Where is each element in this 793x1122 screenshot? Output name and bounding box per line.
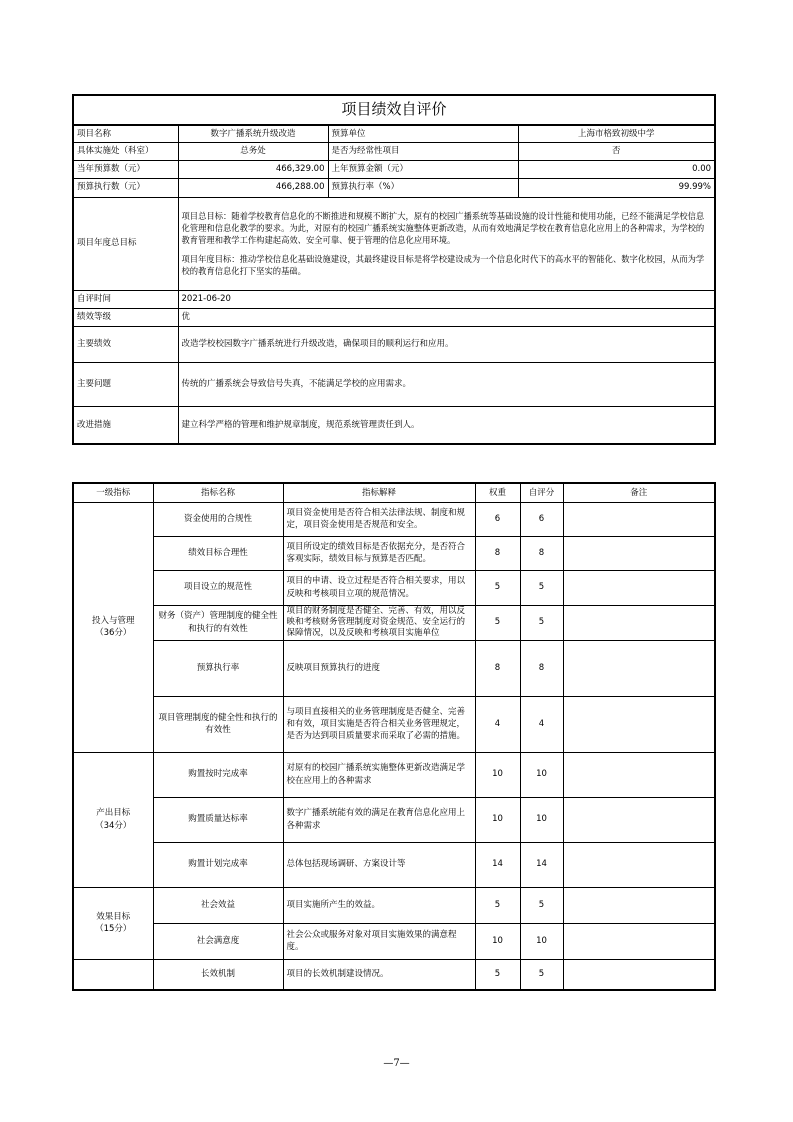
header-indicator-desc: 指标解释	[283, 483, 475, 502]
header-self-score: 自评分	[520, 483, 563, 502]
indicator-name: 社会效益	[153, 887, 283, 923]
indicator-name: 社会满意度	[153, 923, 283, 959]
indicator-score: 8	[520, 640, 563, 696]
improve-value: 建立科学严格的管理和维护规章制度，规范系统管理责任到人。	[178, 406, 715, 444]
indicator-remark	[563, 959, 715, 990]
group-name: 产出目标	[96, 808, 131, 819]
indicator-weight: 5	[475, 570, 520, 605]
indicator-desc: 对原有的校园广播系统实施整体更新改造满足学校在应用上的各种需求	[283, 752, 475, 797]
indicator-remark	[563, 536, 715, 570]
indicator-score: 5	[520, 605, 563, 640]
indicator-name: 财务（资产）管理制度的健全性和执行的有效性	[153, 605, 283, 640]
budget-label: 当年预算数（元）	[73, 160, 178, 178]
exec-rate-label: 预算执行率（%）	[328, 178, 518, 197]
table-row	[73, 605, 715, 640]
header-weight: 权重	[475, 483, 520, 502]
indicator-score: 5	[520, 570, 563, 605]
budget-unit-label: 预算单位	[328, 125, 518, 142]
page-title: 项目绩效自评价	[73, 95, 715, 125]
indicator-name: 项目管理制度的健全性和执行的有效性	[153, 696, 283, 752]
improve-label: 改进措施	[73, 406, 178, 444]
indicator-remark	[563, 502, 715, 536]
exec-label: 预算执行数（元）	[73, 178, 178, 197]
indicator-remark	[563, 696, 715, 752]
table-row	[73, 640, 715, 696]
indicator-remark	[563, 923, 715, 959]
grade-label: 绩效等级	[73, 308, 178, 326]
indicator-weight: 8	[475, 536, 520, 570]
indicator-remark	[563, 842, 715, 887]
indicator-desc: 总体包括现场调研、方案设计等	[283, 842, 475, 887]
recurring-value: 否	[518, 142, 715, 160]
table-row	[73, 887, 715, 923]
table-row	[73, 959, 715, 990]
group-cell	[73, 887, 153, 959]
group-cell	[73, 959, 153, 990]
eval-time-value: 2021-06-20	[178, 290, 715, 308]
dept-label: 具体实施处（科室）	[73, 142, 178, 160]
budget-value: 466,329.00	[178, 160, 328, 178]
indicator-weight: 4	[475, 696, 520, 752]
indicator-desc: 项目实施所产生的效益。	[283, 887, 475, 923]
problems-value: 传统的广播系统会导致信号失真，不能满足学校的应用需求。	[178, 362, 715, 406]
indicator-desc: 社会公众或服务对象对项目实施效果的满意程度。	[283, 923, 475, 959]
indicator-score: 4	[520, 696, 563, 752]
indicator-name: 预算执行率	[153, 640, 283, 696]
table-row	[73, 752, 715, 797]
budget-unit-value: 上海市格致初级中学	[518, 125, 715, 142]
indicator-name: 购置质量达标率	[153, 797, 283, 842]
indicator-weight: 10	[475, 752, 520, 797]
indicator-remark	[563, 570, 715, 605]
indicator-remark	[563, 887, 715, 923]
indicator-remark	[563, 797, 715, 842]
indicator-weight: 5	[475, 959, 520, 990]
goal-label: 项目年度总目标	[73, 197, 178, 290]
indicator-score: 6	[520, 502, 563, 536]
header-level1: 一级指标	[73, 483, 153, 502]
indicator-desc-text: 项目的财务制度是否健全、完善、有效，用以反映和考核财务管理制度对资金规范、安全运行的保障情况，以及反映和考核项目实施单位	[286, 606, 466, 638]
indicator-score: 10	[520, 752, 563, 797]
indicator-desc: 与项目直接相关的业务管理制度是否健全、完善和有效，项目实施是否符合相关业务管理规定，是否为达到项目质量要求而采取了必需的措施。	[283, 696, 475, 752]
indicator-name: 项目设立的规范性	[153, 570, 283, 605]
group-score: （34分）	[95, 820, 132, 831]
goal-paragraph-1: 项目总目标：随着学校教育信息化的不断推进和规模不断扩大，原有的校园广播系统等基础设施的设计性能和使用功能，已经不能满足学校信息化管理和信息化教学的要求。为此，对原有的校园广播系统实施整体更新改造，从而有效地满足学校在教育信息化应用上的各种需求，为学校的教育管理和教学工作构建起高效、安全可靠、便于管理的信息化应用环境。	[181, 210, 705, 245]
dept-value: 总务处	[178, 142, 328, 160]
group-score: （36分）	[95, 628, 132, 638]
last-budget-value: 0.00	[518, 160, 715, 178]
exec-value: 466,288.00	[178, 178, 328, 197]
results-label: 主要绩效	[73, 326, 178, 362]
indicator-desc: 项目所设定的绩效目标是否依据充分，是否符合客观实际，绩效目标与预算是否匹配。	[283, 536, 475, 570]
indicator-remark	[563, 605, 715, 640]
table-row	[73, 797, 715, 842]
indicator-weight: 8	[475, 640, 520, 696]
summary-table	[72, 94, 716, 445]
last-budget-label: 上年预算金额（元）	[328, 160, 518, 178]
indicator-desc	[283, 605, 475, 640]
header-indicator-name: 指标名称	[153, 483, 283, 502]
indicator-weight: 14	[475, 842, 520, 887]
goal-text	[178, 197, 715, 290]
table-row	[73, 536, 715, 570]
indicator-name: 资金使用的合规性	[153, 502, 283, 536]
indicator-score: 5	[520, 959, 563, 990]
indicator-score: 5	[520, 887, 563, 923]
table-row	[73, 502, 715, 536]
results-value: 改造学校校园数字广播系统进行升级改造，确保项目的顺利运行和应用。	[178, 326, 715, 362]
indicator-score: 8	[520, 536, 563, 570]
indicator-desc: 项目的申请、设立过程是否符合相关要求，用以反映和考核项目立项的规范情况。	[283, 570, 475, 605]
indicator-score: 14	[520, 842, 563, 887]
grade-value: 优	[178, 308, 715, 326]
project-name-value: 数字广播系统升级改造	[178, 125, 328, 142]
problems-label: 主要问题	[73, 362, 178, 406]
indicator-score: 10	[520, 923, 563, 959]
indicator-score: 10	[520, 797, 563, 842]
indicator-desc: 反映项目预算执行的进度	[283, 640, 475, 696]
indicator-desc: 项目资金使用是否符合相关法律法规、制度和规定，项目资金使用是否规范和安全。	[283, 502, 475, 536]
exec-rate-value: 99.99%	[518, 178, 715, 197]
group-cell	[73, 752, 153, 887]
page-number: —7—	[383, 1058, 410, 1069]
table-row	[73, 570, 715, 605]
recurring-label: 是否为经常性项目	[328, 142, 518, 160]
goal-paragraph-2: 项目年度目标：推动学校信息化基础设施建设，其最终建设目标是将学校建设成为一个信息化时代下的高水平的智能化、数字化校园，从而为学校的教育信息化打下坚实的基础。	[181, 254, 705, 277]
table-row	[73, 923, 715, 959]
indicator-remark	[563, 640, 715, 696]
eval-time-label: 自评时间	[73, 290, 178, 308]
indicator-name: 长效机制	[153, 959, 283, 990]
group-cell	[73, 502, 153, 752]
group-name: 投入与管理	[91, 615, 135, 626]
project-name-label: 项目名称	[73, 125, 178, 142]
indicator-name: 购置计划完成率	[153, 842, 283, 887]
group-score: （15分）	[95, 924, 132, 934]
indicator-weight: 10	[475, 923, 520, 959]
indicators-table	[72, 482, 716, 991]
indicator-desc: 数字广播系统能有效的满足在教育信息化应用上各种需求	[283, 797, 475, 842]
table-row	[73, 696, 715, 752]
indicator-weight: 5	[475, 605, 520, 640]
indicator-name: 绩效目标合理性	[153, 536, 283, 570]
indicator-weight: 6	[475, 502, 520, 536]
indicator-desc: 项目的长效机制建设情况。	[283, 959, 475, 990]
indicator-name: 购置按时完成率	[153, 752, 283, 797]
indicator-remark	[563, 752, 715, 797]
indicator-weight: 5	[475, 887, 520, 923]
header-remarks: 备注	[563, 483, 715, 502]
group-name: 效果目标	[96, 911, 131, 922]
indicator-weight: 10	[475, 797, 520, 842]
table-row	[73, 842, 715, 887]
